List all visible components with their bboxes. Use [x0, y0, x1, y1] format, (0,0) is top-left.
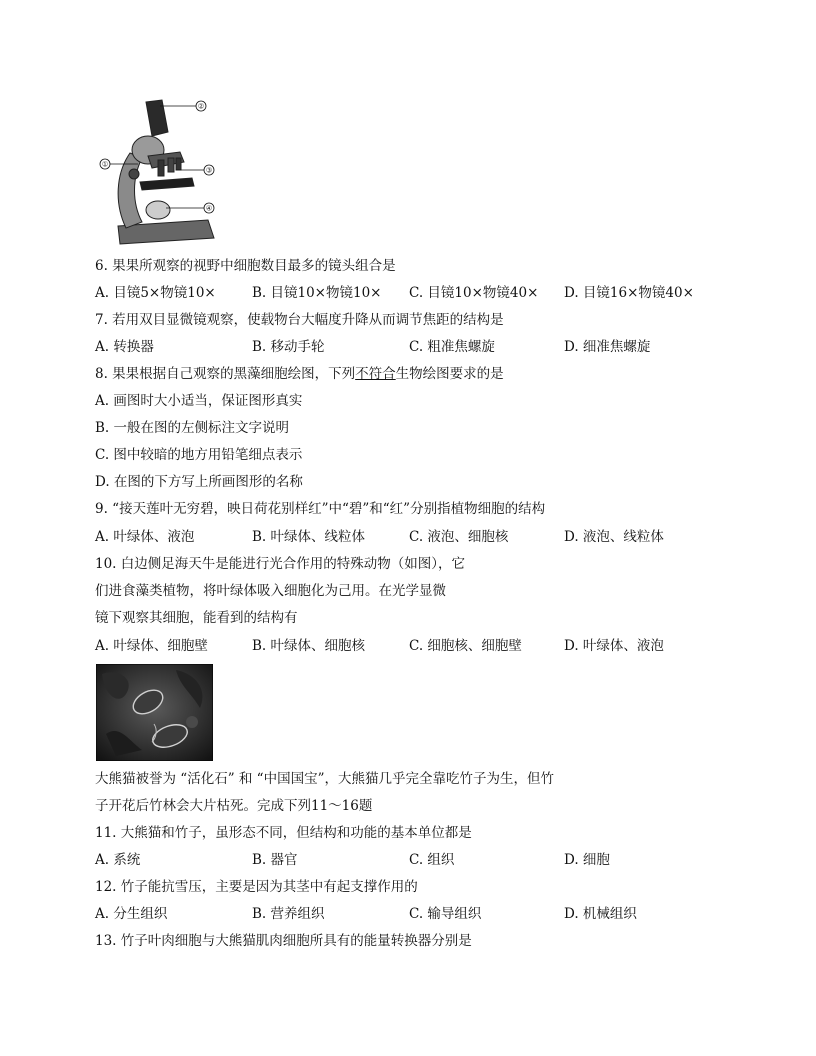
question-7-options — [95, 338, 735, 356]
sea-slug-cell-photo — [96, 664, 213, 761]
question-12-option-d[interactable]: D. 机械组织 — [564, 906, 637, 922]
question-10-option-b[interactable]: B. 叶绿体、细胞核 — [252, 638, 366, 654]
question-8-stem-after: 生物绘图要求的是 — [395, 366, 504, 382]
question-7-option-b[interactable]: B. 移动手轮 — [252, 339, 325, 355]
question-6-option-a[interactable]: A. 目镜5×物镜10× — [95, 285, 216, 301]
microscope-figure — [96, 98, 226, 250]
question-10-stem-line-1: 10. 白边侧足海天牛是能进行光合作用的特殊动物（如图），它 — [95, 556, 466, 572]
question-11-option-a[interactable]: A. 系统 — [95, 852, 141, 868]
question-8-stem-before: 8. 果果根据自己观察的黑藻细胞绘图，下列 — [95, 366, 356, 382]
microscope-label-4: ④ — [205, 204, 213, 213]
question-10-option-a[interactable]: A. 叶绿体、细胞壁 — [95, 638, 208, 654]
question-7-stem: 7. 若用双目显微镜观察，使载物台大幅度升降从而调节焦距的结构是 — [95, 312, 504, 328]
question-6-option-b[interactable]: B. 目镜10×物镜10× — [252, 285, 382, 301]
question-6-options — [95, 284, 735, 302]
question-9-option-c[interactable]: C. 液泡、细胞核 — [409, 529, 509, 545]
question-10-stem-line-2: 们进食藻类植物，将叶绿体吸入细胞化为己用。在光学显微 — [95, 583, 446, 599]
question-7-option-a[interactable]: A. 转换器 — [95, 339, 154, 355]
microscope-label-1: ① — [101, 160, 109, 169]
question-8-stem-underlined: 不符合 — [355, 366, 396, 382]
question-7-option-d[interactable]: D. 细准焦螺旋 — [564, 339, 651, 355]
question-11-option-d[interactable]: D. 细胞 — [564, 852, 610, 868]
question-9-options — [95, 528, 735, 546]
question-10-option-c[interactable]: C. 细胞核、细胞壁 — [409, 638, 522, 654]
microscope-label-2: ② — [197, 102, 205, 111]
question-12-options — [95, 905, 735, 923]
question-9-option-d[interactable]: D. 液泡、线粒体 — [564, 529, 664, 545]
question-7-option-c[interactable]: C. 粗准焦螺旋 — [409, 339, 495, 355]
question-11-stem: 11. 大熊猫和竹子，虽形态不同，但结构和功能的基本单位都是 — [95, 825, 472, 841]
question-9-option-a[interactable]: A. 叶绿体、液泡 — [95, 529, 195, 545]
question-10-option-d[interactable]: D. 叶绿体、液泡 — [564, 638, 664, 654]
passage-line-2: 子开花后竹林会大片枯死。完成下列11～16题 — [95, 798, 373, 814]
question-6-option-d[interactable]: D. 目镜16×物镜40× — [564, 285, 694, 301]
question-6-option-c[interactable]: C. 目镜10×物镜40× — [409, 285, 539, 301]
question-8-option-b[interactable]: B. 一般在图的左侧标注文字说明 — [95, 420, 290, 436]
question-9-option-b[interactable]: B. 叶绿体、线粒体 — [252, 529, 366, 545]
question-8-option-c[interactable]: C. 图中较暗的地方用铅笔细点表示 — [95, 447, 303, 463]
question-8-stem — [95, 365, 504, 383]
question-10-stem-line-3: 镜下观察其细胞，能看到的结构有 — [95, 610, 298, 626]
question-11-option-c[interactable]: C. 组织 — [409, 852, 455, 868]
question-6-stem: 6. 果果所观察的视野中细胞数目最多的镜头组合是 — [95, 258, 396, 274]
question-12-option-a[interactable]: A. 分生组织 — [95, 906, 168, 922]
question-9-stem: 9. “接天莲叶无穷碧，映日荷花别样红”中“碧”和“红”分别指植物细胞的结构 — [95, 501, 546, 517]
microscope-label-3: ③ — [205, 166, 213, 175]
question-11-options — [95, 851, 735, 869]
question-12-option-b[interactable]: B. 营养组织 — [252, 906, 325, 922]
question-12-stem: 12. 竹子能抗雪压，主要是因为其茎中有起支撑作用的 — [95, 879, 418, 895]
passage-line-1: 大熊猫被誉为 “活化石” 和 “中国国宝”，大熊猫几乎完全靠吃竹子为生，但竹 — [95, 771, 554, 787]
question-13-stem: 13. 竹子叶肉细胞与大熊猫肌肉细胞所具有的能量转换器分别是 — [95, 933, 472, 949]
question-12-option-c[interactable]: C. 输导组织 — [409, 906, 482, 922]
question-8-option-d[interactable]: D. 在图的下方写上所画图形的名称 — [95, 474, 303, 490]
question-8-option-a[interactable]: A. 画图时大小适当，保证图形真实 — [95, 393, 303, 409]
question-10-options — [95, 637, 735, 655]
question-11-option-b[interactable]: B. 器官 — [252, 852, 298, 868]
